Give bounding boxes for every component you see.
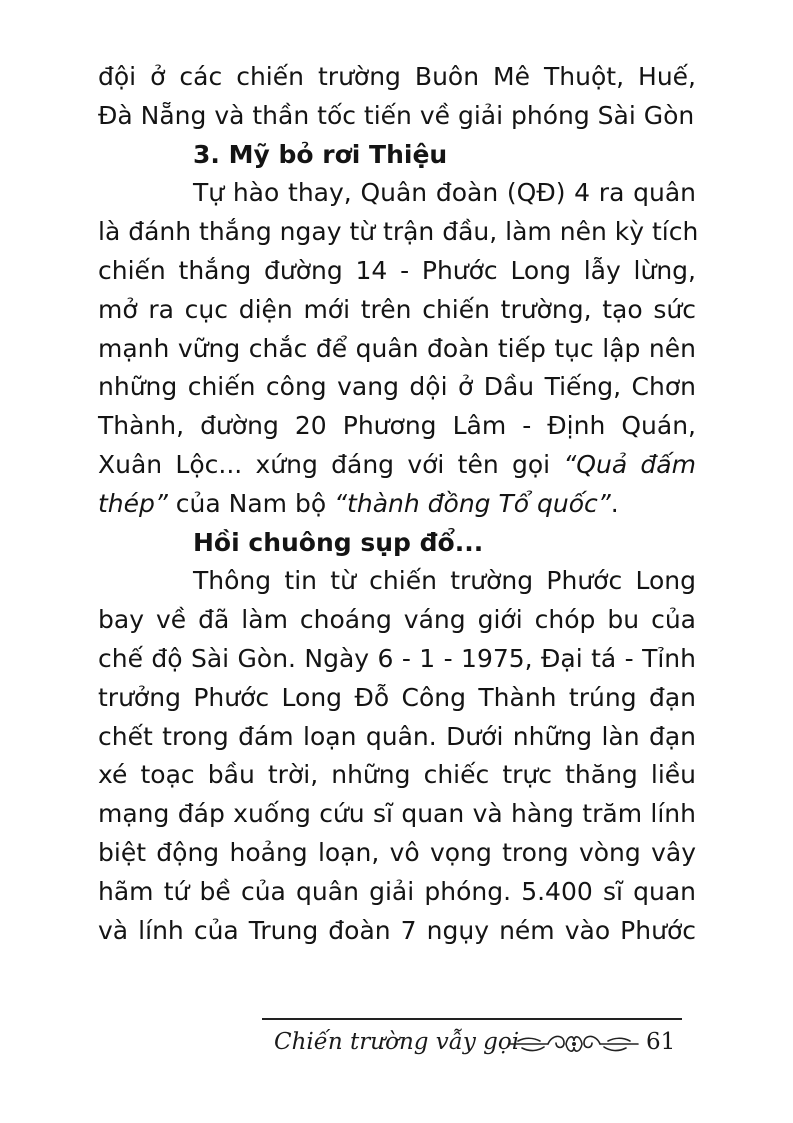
text-line: mở ra cục diện mới trên chiến trường, tạo sức (98, 294, 696, 324)
text-line: chế độ Sài Gòn. Ngày 6 - 1 - 1975, Đại tá - Tỉnh (98, 643, 696, 673)
subheading: Hồi chuông sụp đổ... (193, 527, 484, 557)
text-line: đội ở các chiến trường Buôn Mê Thuột, Huế, (98, 62, 696, 91)
text-line: mạng đáp xuống cứu sĩ quan và hàng trăm lính (98, 799, 696, 829)
text-line: là đánh thắng ngay từ trận đầu, làm nên kỳ tích (98, 217, 699, 247)
running-title: Chiến trường vẫy gọi (274, 1029, 520, 1055)
italic-quote: “Quả đấm (563, 449, 696, 479)
text-run: Xuân Lộc... xứng đáng với tên gọi (98, 449, 564, 479)
text-line: Thành, đường 20 Phương Lâm - Định Quán, (98, 411, 696, 441)
text-line: biệt động hoảng loạn, vô vọng trong vòng vây (98, 837, 696, 867)
text-run: của Nam bộ (167, 488, 335, 518)
italic-quote: thép” (98, 488, 168, 518)
text-run: . (610, 488, 619, 518)
page-number: 61 (646, 1029, 676, 1055)
text-line (98, 485, 696, 524)
text-line: chết trong đám loạn quân. Dưới những làn đạn (98, 721, 696, 751)
body-text (98, 58, 699, 950)
text-line: Đà Nẵng và thần tốc tiến về giải phóng Sài Gòn (98, 100, 695, 130)
scroll-ornament-icon (508, 1031, 640, 1057)
italic-quote: “thành đồng Tổ quốc” (334, 488, 611, 518)
text-line: Tự hào thay, Quân đoàn (QĐ) 4 ra quân (193, 178, 696, 208)
text-line: hãm tứ bề của quân giải phóng. 5.400 sĩ quan (98, 876, 696, 906)
section-heading: 3. Mỹ bỏ rơi Thiệu (193, 139, 448, 169)
text-line (98, 446, 696, 485)
text-line: mạnh vững chắc để quân đoàn tiếp tục lập nên (98, 333, 696, 363)
text-line: và lính của Trung đoàn 7 ngụy ném vào Phước (98, 915, 696, 945)
footer-rule (262, 1018, 682, 1020)
text-line: những chiến công vang dội ở Dầu Tiếng, Chơn (98, 372, 696, 402)
text-line: bay về đã làm choáng váng giới chóp bu của (98, 605, 696, 635)
text-line: Thông tin từ chiến trường Phước Long (193, 566, 696, 596)
text-line: trưởng Phước Long Đỗ Công Thành trúng đạn (98, 682, 696, 712)
text-line: chiến thắng đường 14 - Phước Long lẫy lừng, (98, 255, 696, 285)
text-line: xé toạc bầu trời, những chiếc trực thăng liều (98, 760, 696, 790)
page-footer (262, 1015, 682, 1065)
